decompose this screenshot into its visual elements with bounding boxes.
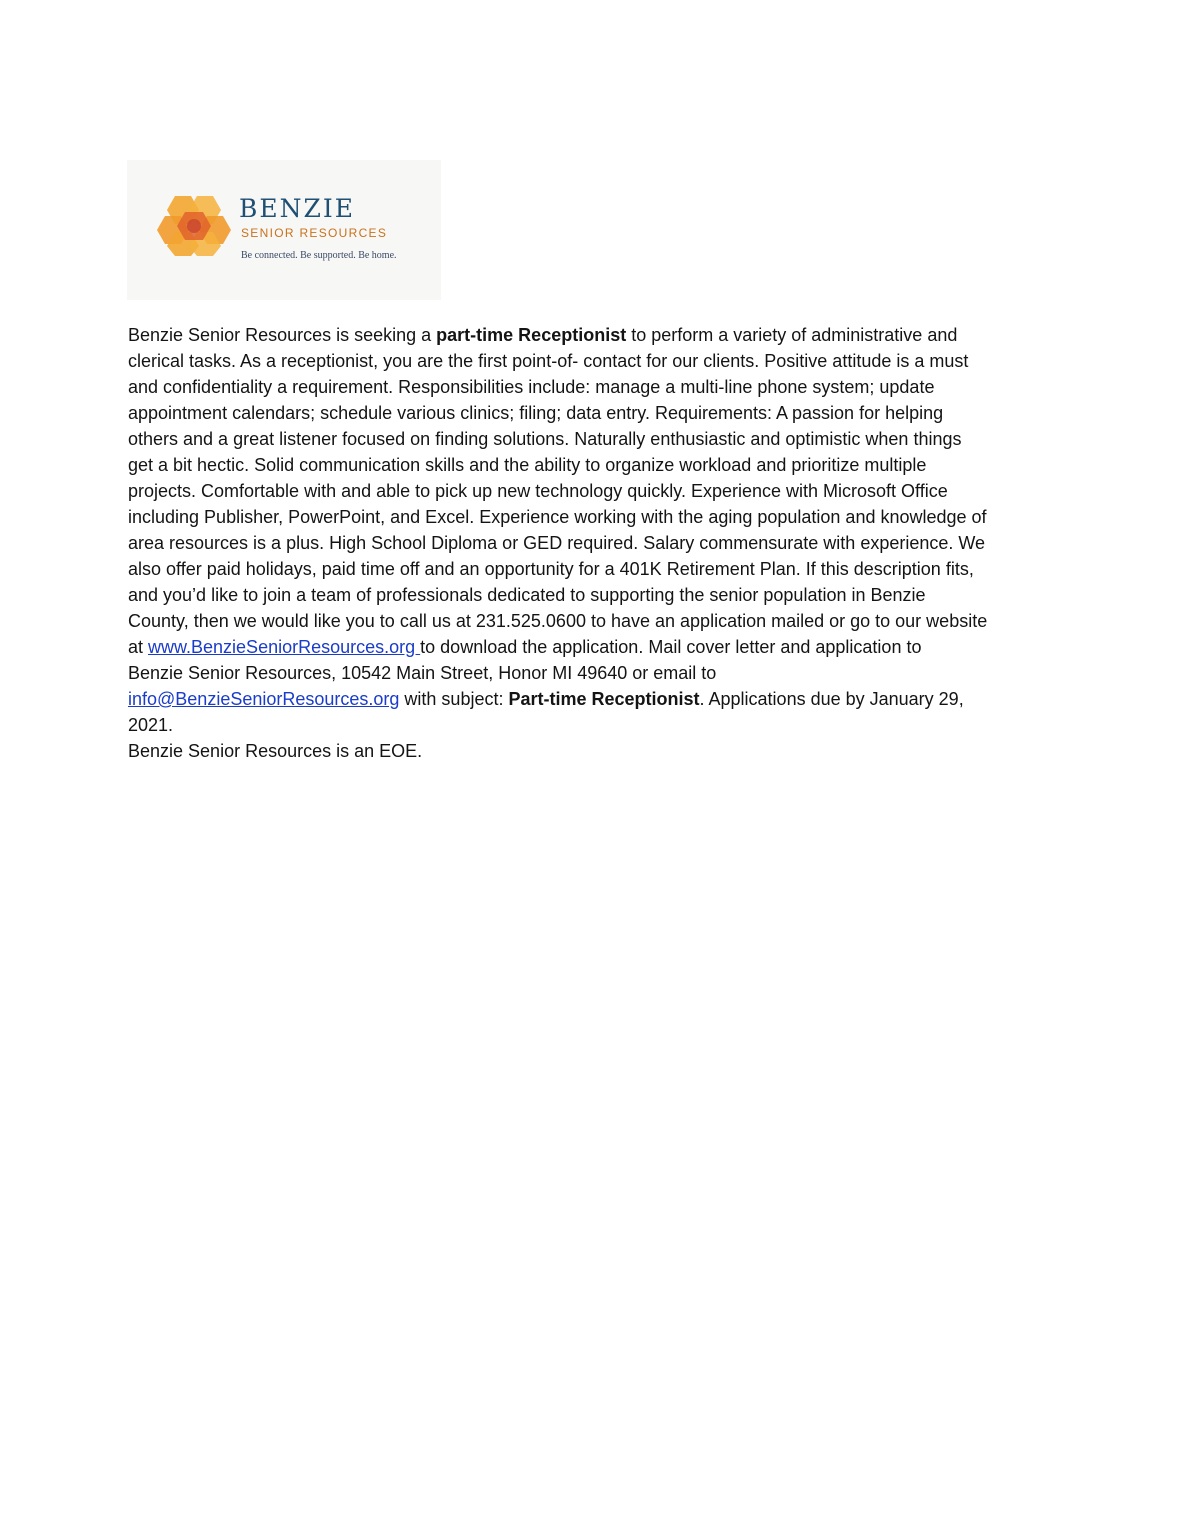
body-line: including Publisher, PowerPoint, and Excel. Experience working with the aging population and knowledge of xyxy=(128,507,987,527)
body-line: appointment calendars; schedule various clinics; filing; data entry. Requirements: A passion for helping xyxy=(128,403,944,423)
body-text: . Applications due by January 29, xyxy=(699,689,964,709)
body-text: to perform a variety of administrative and xyxy=(626,325,958,345)
body-line xyxy=(128,322,1058,348)
logo-name: BENZIE xyxy=(239,194,355,223)
body-text: with subject: xyxy=(399,689,509,709)
body-line: County, then we would like you to call us at 231.525.0600 to have an application mailed or go to our website xyxy=(128,611,988,631)
body-line: area resources is a plus. High School Diploma or GED required. Salary commensurate with experience. We xyxy=(128,533,986,553)
body-text: to download the application. Mail cover letter and application to xyxy=(420,637,922,657)
bold-subject: Part-time Receptionist xyxy=(508,689,700,709)
body-text: Benzie Senior Resources is seeking a xyxy=(128,325,437,345)
bold-job-title: part-time Receptionist xyxy=(436,325,627,345)
body-line: get a bit hectic. Solid communication skills and the ability to organize workload and prioritize multiple xyxy=(128,455,927,475)
body-line: clerical tasks. As a receptionist, you are the first point-of- contact for our clients. Positive attitude is a must xyxy=(128,351,969,371)
body-line: and you’d like to join a team of professionals dedicated to supporting the senior population in Benzie xyxy=(128,585,926,605)
logo-subtitle: SENIOR RESOURCES xyxy=(241,226,388,240)
job-posting-body xyxy=(128,322,1058,764)
body-line: Benzie Senior Resources is an EOE. xyxy=(128,741,423,761)
body-line: others and a great listener focused on finding solutions. Naturally enthusiastic and optimistic when things xyxy=(128,429,962,449)
logo-tagline: Be connected. Be supported. Be home. xyxy=(241,250,397,261)
body-line: Benzie Senior Resources, 10542 Main Street, Honor MI 49640 or email to xyxy=(128,663,717,683)
benzie-logo xyxy=(127,160,441,300)
body-line xyxy=(128,686,1058,712)
email-link[interactable]: info@BenzieSeniorResources.org xyxy=(128,689,400,709)
body-text: at xyxy=(128,637,149,657)
body-line: projects. Comfortable with and able to pick up new technology quickly. Experience with Microsoft Office xyxy=(128,481,948,501)
body-line: also offer paid holidays, paid time off and an opportunity for a 401K Retirement Plan. If this description fits, xyxy=(128,559,974,579)
website-link[interactable]: www.BenzieSeniorResources.org xyxy=(148,637,421,657)
body-line xyxy=(128,634,1058,660)
honeycomb-logo-icon xyxy=(157,192,231,256)
body-line: and confidentiality a requirement. Responsibilities include: manage a multi-line phone system; update xyxy=(128,377,935,397)
body-line: 2021. xyxy=(128,715,174,735)
